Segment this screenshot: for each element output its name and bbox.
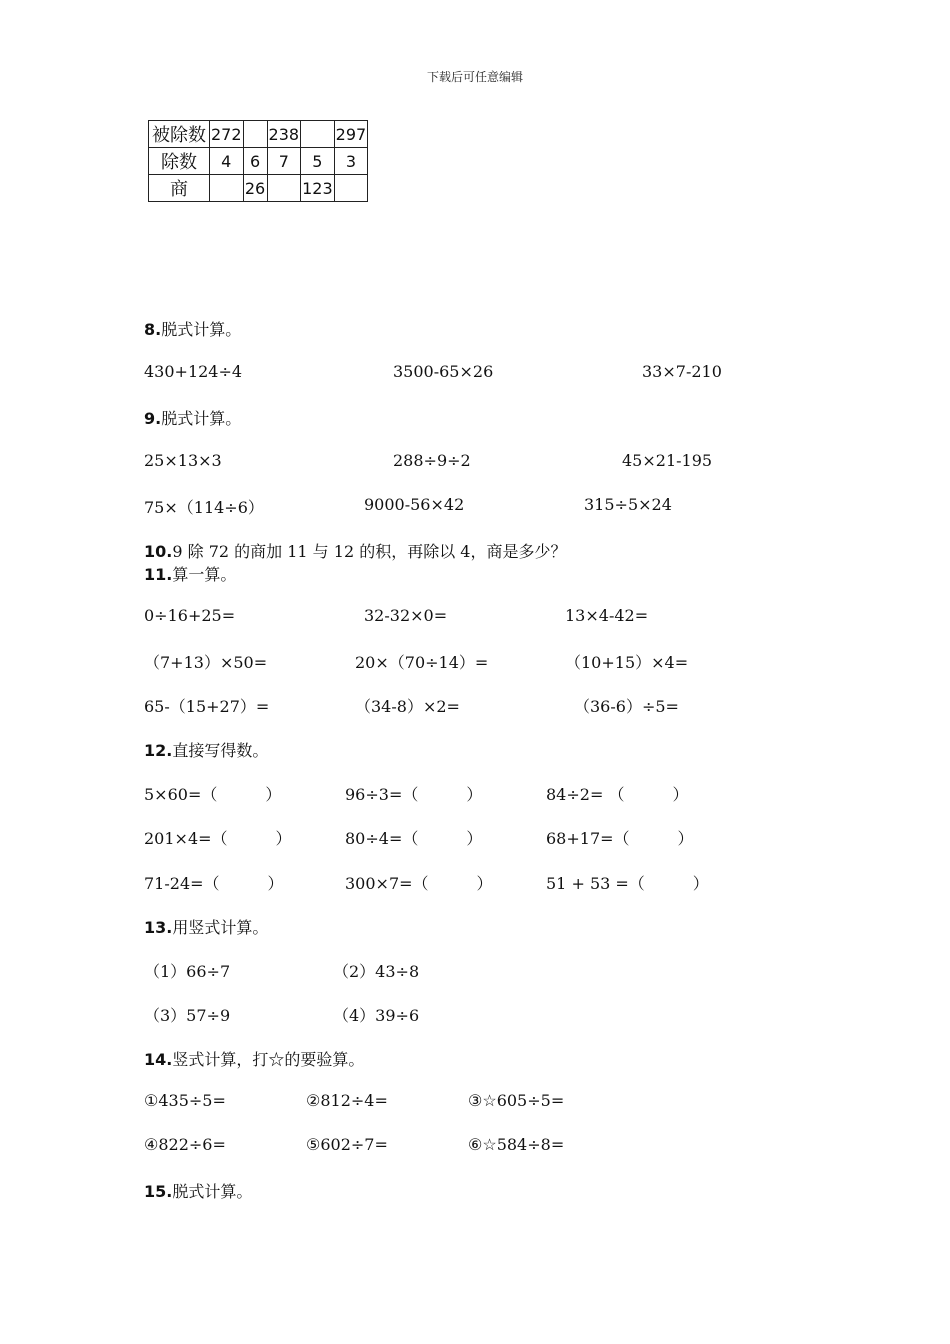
- expression: （4）39÷6: [333, 1006, 420, 1025]
- expression: 3500-65×26: [393, 362, 494, 381]
- question-title: 用竖式计算。: [172, 918, 269, 937]
- question-9-heading: [144, 406, 241, 429]
- expression: 430+124÷4: [144, 362, 243, 381]
- expression: 33×7-210: [642, 362, 722, 381]
- expression: 68+17=（ ）: [546, 829, 694, 848]
- expression: （2）43÷8: [333, 962, 420, 981]
- question-number: 14.: [144, 1050, 173, 1069]
- expression: （10+15）×4=: [565, 653, 689, 672]
- question-8-heading: [144, 317, 241, 340]
- table-cell: 3: [334, 148, 368, 175]
- question-title: 脱式计算。: [161, 409, 242, 428]
- expression: 80÷4=（ ）: [345, 829, 483, 848]
- expression: 51 + 53 =（ ）: [546, 874, 709, 893]
- expression: 84÷2= （ ）: [546, 785, 689, 804]
- expression: 96÷3=（ ）: [345, 785, 483, 804]
- expression: 20×（70÷14）=: [355, 653, 489, 672]
- division-table: [148, 120, 368, 202]
- expression: 25×13×3: [144, 451, 222, 470]
- expression: ①435÷5=: [144, 1091, 226, 1110]
- expression: 315÷5×24: [584, 495, 672, 514]
- expression: 288÷9÷2: [393, 451, 471, 470]
- table-cell: 297: [334, 121, 368, 148]
- question-15-heading: [144, 1179, 252, 1202]
- table-cell: [210, 175, 244, 202]
- question-title: 算一算。: [172, 565, 237, 584]
- question-14-heading: [144, 1047, 364, 1070]
- table-row: [149, 175, 368, 202]
- row-label-quotient: 商: [149, 175, 210, 202]
- expression: 65-（15+27）=: [144, 697, 270, 716]
- table-cell: 123: [301, 175, 335, 202]
- question-12-heading: [144, 738, 268, 761]
- expression: 32-32×0=: [364, 606, 448, 625]
- expression: 75×（114÷6）: [144, 498, 264, 517]
- expression: 45×21-195: [622, 451, 713, 470]
- table-cell: 6: [243, 148, 267, 175]
- page-header: 下载后可任意编辑: [426, 70, 523, 84]
- question-10: [144, 539, 566, 562]
- question-number: 9.: [144, 409, 162, 428]
- question-number: 12.: [144, 741, 173, 760]
- row-label-dividend: 被除数: [149, 121, 210, 148]
- table-cell: 4: [210, 148, 244, 175]
- table-row: [149, 121, 368, 148]
- question-title: 脱式计算。: [161, 320, 242, 339]
- expression: （36-6）÷5=: [574, 697, 679, 716]
- question-number: 10.: [144, 542, 173, 561]
- table-row: [149, 148, 368, 175]
- expression: 9000-56×42: [364, 495, 465, 514]
- expression: ⑤602÷7=: [306, 1135, 388, 1154]
- expression: ⑥☆584÷8=: [468, 1135, 565, 1154]
- table-cell: 272: [210, 121, 244, 148]
- table-cell: [243, 121, 267, 148]
- table-cell: [267, 175, 301, 202]
- expression: （7+13）×50=: [144, 653, 268, 672]
- question-number: 15.: [144, 1182, 173, 1201]
- row-label-divisor: 除数: [149, 148, 210, 175]
- table-cell: 238: [267, 121, 301, 148]
- question-13-heading: [144, 915, 268, 938]
- expression: ③☆605÷5=: [468, 1091, 565, 1110]
- table-cell: [334, 175, 368, 202]
- question-number: 8.: [144, 320, 162, 339]
- table-cell: 7: [267, 148, 301, 175]
- question-text: 9 除 72 的商加 11 与 12 的积，再除以 4，商是多少？: [172, 542, 567, 561]
- question-number: 11.: [144, 565, 173, 584]
- question-11-heading: [144, 562, 236, 585]
- expression: ②812÷4=: [306, 1091, 388, 1110]
- expression: 300×7=（ ）: [345, 874, 493, 893]
- expression: 5×60=（ ）: [144, 785, 282, 804]
- table-cell: 5: [301, 148, 335, 175]
- table-cell: 26: [243, 175, 267, 202]
- expression: （34-8）×2=: [355, 697, 460, 716]
- expression: 13×4-42=: [565, 606, 649, 625]
- question-title: 竖式计算，打☆的要验算。: [172, 1050, 365, 1069]
- question-number: 13.: [144, 918, 173, 937]
- expression: 201×4=（ ）: [144, 829, 292, 848]
- table-cell: [301, 121, 335, 148]
- expression: （3）57÷9: [144, 1006, 231, 1025]
- expression: 71-24=（ ）: [144, 874, 284, 893]
- expression: 0÷16+25=: [144, 606, 236, 625]
- expression: （1）66÷7: [144, 962, 231, 981]
- question-title: 脱式计算。: [172, 1182, 253, 1201]
- expression: ④822÷6=: [144, 1135, 226, 1154]
- question-title: 直接写得数。: [172, 741, 269, 760]
